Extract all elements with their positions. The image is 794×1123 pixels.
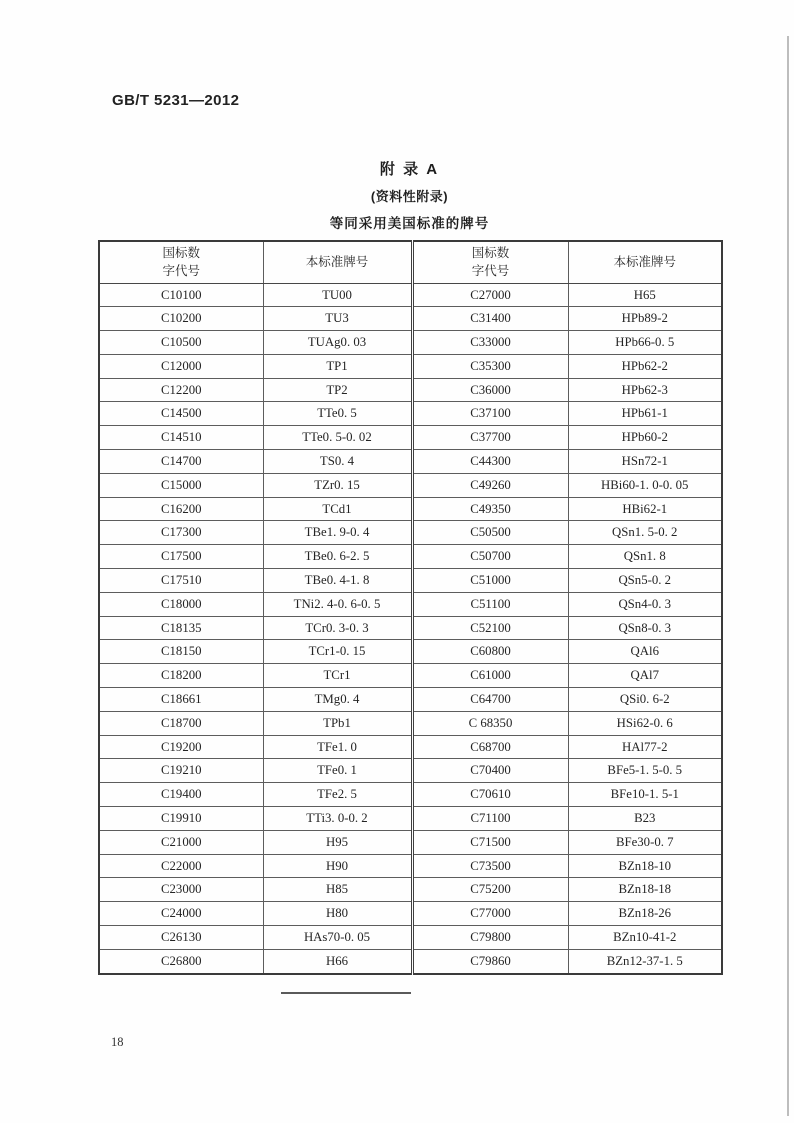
gb-code-cell: C50500 xyxy=(412,521,568,545)
designation-cell: BFe30-0. 7 xyxy=(568,830,722,854)
table-row xyxy=(99,854,722,878)
gb-code-cell: C61000 xyxy=(412,664,568,688)
gb-code-cell: C27000 xyxy=(412,283,568,307)
table-row xyxy=(99,521,722,545)
designation-cell: TCr1 xyxy=(263,664,412,688)
designation-cell: TBe1. 9-0. 4 xyxy=(263,521,412,545)
table-row xyxy=(99,402,722,426)
gb-code-cell: C12000 xyxy=(99,354,263,378)
gb-code-cell: C49350 xyxy=(412,497,568,521)
table-row xyxy=(99,616,722,640)
designation-cell: HBi62-1 xyxy=(568,497,722,521)
table-row xyxy=(99,545,722,569)
gb-code-cell: C68700 xyxy=(412,735,568,759)
table-row xyxy=(99,783,722,807)
gb-code-cell: C10100 xyxy=(99,283,263,307)
gb-code-cell: C12200 xyxy=(99,378,263,402)
designation-cell: HAl77-2 xyxy=(568,735,722,759)
appendix-titles xyxy=(98,158,721,232)
designation-cell: H95 xyxy=(263,830,412,854)
gb-code-cell: C19200 xyxy=(99,735,263,759)
gb-code-cell: C17300 xyxy=(99,521,263,545)
designation-cell: TUAg0. 03 xyxy=(263,331,412,355)
table-row xyxy=(99,878,722,902)
designation-cell: TP2 xyxy=(263,378,412,402)
designation-cell: TS0. 4 xyxy=(263,450,412,474)
gb-code-cell: C37700 xyxy=(412,426,568,450)
appendix-heading: 等同采用美国标准的牌号 xyxy=(329,216,490,231)
gb-code-cell: C24000 xyxy=(99,902,263,926)
table-row xyxy=(99,688,722,712)
equivalence-table xyxy=(98,240,723,975)
table-row xyxy=(99,759,722,783)
gb-code-cell: C31400 xyxy=(412,307,568,331)
gb-code-cell: C14700 xyxy=(99,450,263,474)
gb-code-cell: C52100 xyxy=(412,616,568,640)
gb-code-cell: C44300 xyxy=(412,450,568,474)
designation-cell: H85 xyxy=(263,878,412,902)
gb-code-cell: C17500 xyxy=(99,545,263,569)
gb-code-cell: C10200 xyxy=(99,307,263,331)
table-row xyxy=(99,592,722,616)
table-row xyxy=(99,497,722,521)
gb-code-cell: C36000 xyxy=(412,378,568,402)
table-row xyxy=(99,569,722,593)
page-number: 18 xyxy=(111,1035,124,1049)
designation-cell: TPb1 xyxy=(263,711,412,735)
table-row xyxy=(99,473,722,497)
gb-code-cell: C14500 xyxy=(99,402,263,426)
scan-edge-artifact xyxy=(787,36,789,1116)
header-line: 字代号 xyxy=(471,264,510,279)
designation-cell: TFe1. 0 xyxy=(263,735,412,759)
designation-cell: HPb62-2 xyxy=(568,354,722,378)
designation-cell: H66 xyxy=(263,949,412,973)
designation-cell: TTe0. 5 xyxy=(263,402,412,426)
designation-cell: TTi3. 0-0. 2 xyxy=(263,807,412,831)
table-row xyxy=(99,378,722,402)
table-row xyxy=(99,307,722,331)
designation-cell: HAs70-0. 05 xyxy=(263,926,412,950)
gb-code-cell: C51100 xyxy=(412,592,568,616)
designation-cell: HSn72-1 xyxy=(568,450,722,474)
gb-code-cell: C77000 xyxy=(412,902,568,926)
designation-cell: TBe0. 4-1. 8 xyxy=(263,569,412,593)
gb-code-cell: C35300 xyxy=(412,354,568,378)
designation-cell: BZn18-10 xyxy=(568,854,722,878)
designation-cell: BZn18-26 xyxy=(568,902,722,926)
gb-code-cell: C33000 xyxy=(412,331,568,355)
designation-cell: H90 xyxy=(263,854,412,878)
table-row xyxy=(99,664,722,688)
designation-cell: QSn1. 8 xyxy=(568,545,722,569)
designation-cell: TCr0. 3-0. 3 xyxy=(263,616,412,640)
col-header-designation-right: 本标准牌号 xyxy=(568,241,722,283)
table-row xyxy=(99,354,722,378)
designation-cell: HPb60-2 xyxy=(568,426,722,450)
table-row xyxy=(99,640,722,664)
gb-code-cell: C18135 xyxy=(99,616,263,640)
table-body xyxy=(99,283,722,974)
gb-code-cell: C49260 xyxy=(412,473,568,497)
designation-cell: TNi2. 4-0. 6-0. 5 xyxy=(263,592,412,616)
gb-code-cell: C60800 xyxy=(412,640,568,664)
gb-code-cell: C18200 xyxy=(99,664,263,688)
designation-cell: QAl6 xyxy=(568,640,722,664)
table-row xyxy=(99,331,722,355)
gb-code-cell: C17510 xyxy=(99,569,263,593)
table-row xyxy=(99,949,722,973)
table-row xyxy=(99,450,722,474)
designation-cell: TMg0. 4 xyxy=(263,688,412,712)
designation-cell: BFe5-1. 5-0. 5 xyxy=(568,759,722,783)
header-row xyxy=(99,241,722,283)
gb-code-cell: C70610 xyxy=(412,783,568,807)
designation-cell: TTe0. 5-0. 02 xyxy=(263,426,412,450)
designation-cell: TP1 xyxy=(263,354,412,378)
gb-code-cell: C50700 xyxy=(412,545,568,569)
gb-code-cell: C22000 xyxy=(99,854,263,878)
gb-code-cell: C23000 xyxy=(99,878,263,902)
designation-cell: TCd1 xyxy=(263,497,412,521)
table-row xyxy=(99,426,722,450)
designation-cell: QSn8-0. 3 xyxy=(568,616,722,640)
designation-cell: TCr1-0. 15 xyxy=(263,640,412,664)
gb-code-cell: C26130 xyxy=(99,926,263,950)
designation-cell: TFe0. 1 xyxy=(263,759,412,783)
gb-code-cell: C16200 xyxy=(99,497,263,521)
gb-code-cell: C18150 xyxy=(99,640,263,664)
designation-cell: BZn18-18 xyxy=(568,878,722,902)
designation-cell: BZn10-41-2 xyxy=(568,926,722,950)
gb-code-cell: C14510 xyxy=(99,426,263,450)
gb-code-cell: C18000 xyxy=(99,592,263,616)
designation-cell: TU3 xyxy=(263,307,412,331)
gb-code-cell: C64700 xyxy=(412,688,568,712)
header-line: 国标数 xyxy=(471,246,510,261)
doc-number: GB/T 5231—2012 xyxy=(112,92,240,109)
table-row xyxy=(99,735,722,759)
header-line: 国标数 xyxy=(162,246,200,261)
designation-cell: TBe0. 6-2. 5 xyxy=(263,545,412,569)
gb-code-cell: C75200 xyxy=(412,878,568,902)
table-row xyxy=(99,830,722,854)
gb-code-cell: C70400 xyxy=(412,759,568,783)
table-row xyxy=(99,807,722,831)
gb-code-cell: C79860 xyxy=(412,949,568,973)
designation-cell: QSn4-0. 3 xyxy=(568,592,722,616)
gb-code-cell: C19910 xyxy=(99,807,263,831)
table-header xyxy=(99,241,722,283)
designation-cell: QAl7 xyxy=(568,664,722,688)
designation-cell: HSi62-0. 6 xyxy=(568,711,722,735)
col-header-gb-code-left xyxy=(99,241,263,283)
designation-cell: TU00 xyxy=(263,283,412,307)
table-row xyxy=(99,711,722,735)
designation-cell: H65 xyxy=(568,283,722,307)
gb-code-cell: C51000 xyxy=(412,569,568,593)
gb-code-cell: C73500 xyxy=(412,854,568,878)
gb-code-cell: C15000 xyxy=(99,473,263,497)
designation-cell: QSn1. 5-0. 2 xyxy=(568,521,722,545)
gb-code-cell: C71100 xyxy=(412,807,568,831)
gb-code-cell: C18661 xyxy=(99,688,263,712)
designation-cell: BFe10-1. 5-1 xyxy=(568,783,722,807)
header-line: 字代号 xyxy=(162,264,200,279)
gb-code-cell: C21000 xyxy=(99,830,263,854)
end-of-text-rule xyxy=(281,992,411,994)
designation-cell: B23 xyxy=(568,807,722,831)
table-row xyxy=(99,926,722,950)
col-header-gb-code-right xyxy=(412,241,568,283)
gb-code-cell: C19210 xyxy=(99,759,263,783)
gb-code-cell: C18700 xyxy=(99,711,263,735)
gb-code-cell: C 68350 xyxy=(412,711,568,735)
appendix-title: 附 录 A xyxy=(379,161,440,178)
designation-cell: H80 xyxy=(263,902,412,926)
gb-code-cell: C71500 xyxy=(412,830,568,854)
gb-code-cell: C26800 xyxy=(99,949,263,973)
designation-cell: HPb61-1 xyxy=(568,402,722,426)
gb-code-cell: C10500 xyxy=(99,331,263,355)
designation-cell: HPb89-2 xyxy=(568,307,722,331)
designation-cell: HPb62-3 xyxy=(568,378,722,402)
designation-cell: HPb66-0. 5 xyxy=(568,331,722,355)
gb-code-cell: C37100 xyxy=(412,402,568,426)
appendix-subtitle: (资料性附录) xyxy=(370,189,449,204)
gb-code-cell: C19400 xyxy=(99,783,263,807)
col-header-designation-left: 本标准牌号 xyxy=(263,241,412,283)
designation-cell: TZr0. 15 xyxy=(263,473,412,497)
table-row xyxy=(99,902,722,926)
designation-cell: QSi0. 6-2 xyxy=(568,688,722,712)
designation-cell: HBi60-1. 0-0. 05 xyxy=(568,473,722,497)
designation-cell: QSn5-0. 2 xyxy=(568,569,722,593)
gb-code-cell: C79800 xyxy=(412,926,568,950)
designation-cell: BZn12-37-1. 5 xyxy=(568,949,722,973)
table-row xyxy=(99,283,722,307)
designation-cell: TFe2. 5 xyxy=(263,783,412,807)
